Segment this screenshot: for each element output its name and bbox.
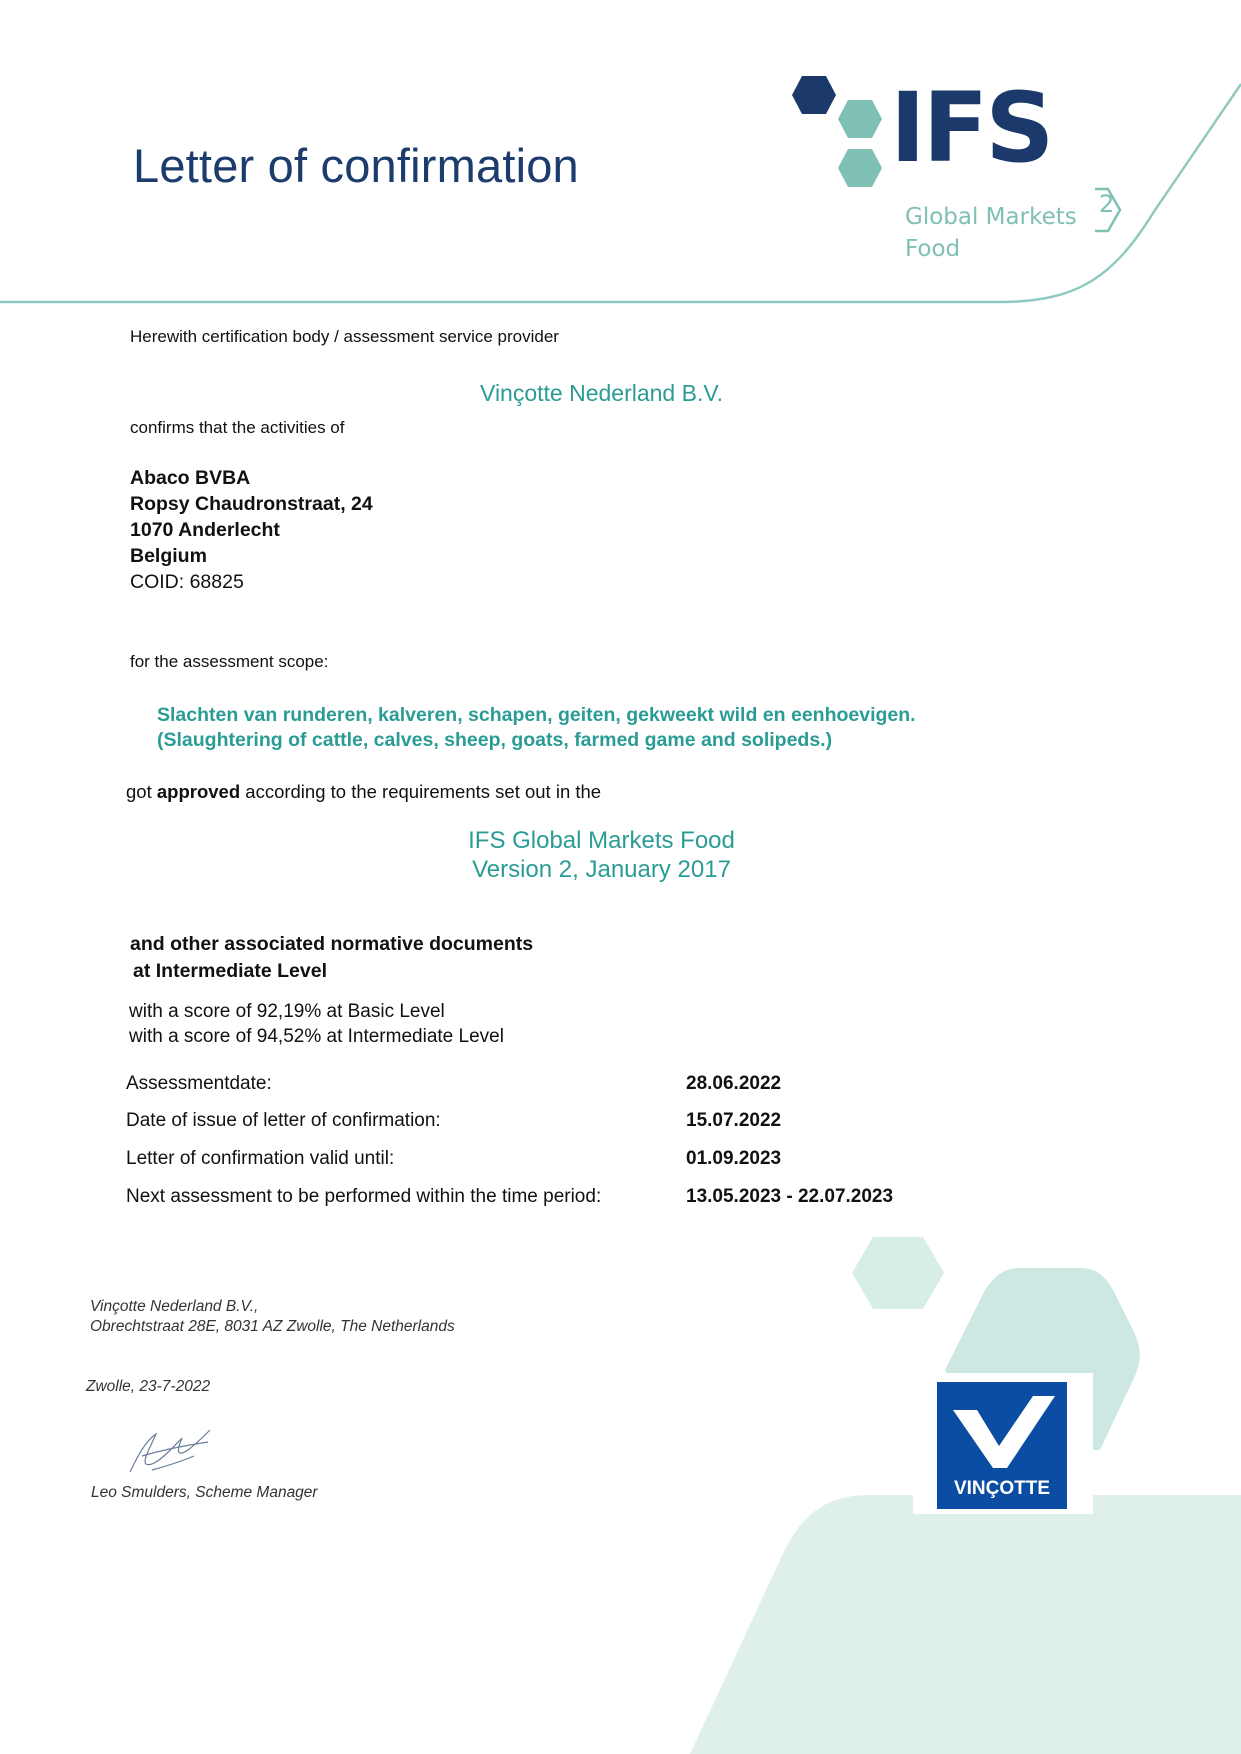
company-address xyxy=(130,465,373,595)
detail-label-issue-date: Date of issue of letter of confirmation: xyxy=(126,1110,441,1131)
approved-word: approved xyxy=(156,781,241,802)
approved-statement xyxy=(126,781,601,803)
ifs-brand-text: IFS xyxy=(890,72,1052,184)
standard-name xyxy=(0,826,1203,884)
certification-body-name: Vinçotte Nederland B.V. xyxy=(480,380,723,406)
signatory: Leo Smulders, Scheme Manager xyxy=(91,1484,318,1501)
assessment-scope xyxy=(157,703,916,753)
page-title: Letter of confirmation xyxy=(133,139,579,192)
company-country: Belgium xyxy=(130,545,207,567)
detail-label-assessment-date: Assessmentdate: xyxy=(126,1073,272,1094)
vincotte-logo xyxy=(913,1373,1093,1514)
scope-dutch: Slachten van runderen, kalveren, schapen, geiten, gekweekt wild en eenhoevigen. xyxy=(157,704,916,726)
detail-value-next-assessment: 13.05.2023 - 22.07.2023 xyxy=(686,1186,894,1207)
scope-intro: for the assessment scope: xyxy=(130,652,329,671)
detail-label-next-assessment: Next assessment to be performed within the time period: xyxy=(126,1186,602,1207)
approved-prefix: got xyxy=(126,781,157,802)
ifs-logo-line1: Global Markets xyxy=(905,204,1077,230)
normative-line1: and other associated normative documents xyxy=(130,933,534,955)
score-intermediate: with a score of 94,52% at Intermediate Level xyxy=(129,1026,504,1047)
checkmark-icon xyxy=(937,1382,1067,1482)
company-coid: COID: 68825 xyxy=(130,571,244,593)
score-basic: with a score of 92,19% at Basic Level xyxy=(129,1001,445,1022)
scores xyxy=(129,999,504,1049)
footer-address: Obrechtstraat 28E, 8031 AZ Zwolle, The Netherlands xyxy=(90,1318,455,1335)
scope-english: (Slaughtering of cattle, calves, sheep, goats, farmed game and solipeds.) xyxy=(157,729,833,751)
footer-company: Vinçotte Nederland B.V., xyxy=(90,1298,259,1315)
approved-suffix: according to the requirements set out in the xyxy=(240,781,602,802)
signature-icon xyxy=(122,1420,217,1480)
detail-label-valid-until: Letter of confirmation valid until: xyxy=(126,1148,395,1169)
confirms-text: confirms that the activities of xyxy=(130,418,345,437)
standard-version: Version 2, January 2017 xyxy=(472,856,731,883)
company-city: 1070 Anderlecht xyxy=(130,519,280,541)
ifs-version-badge: 2 xyxy=(1099,190,1115,218)
detail-value-assessment-date: 28.06.2022 xyxy=(686,1073,782,1094)
standard-title: IFS Global Markets Food xyxy=(468,827,735,854)
detail-value-issue-date: 15.07.2022 xyxy=(686,1110,782,1131)
intro-text: Herewith certification body / assessment service provider xyxy=(130,327,559,346)
ifs-logo xyxy=(790,72,1135,271)
detail-value-valid-until: 01.09.2023 xyxy=(686,1148,782,1169)
footer-place-date: Zwolle, 23-7-2022 xyxy=(86,1378,211,1395)
company-name: Abaco BVBA xyxy=(130,467,251,489)
company-street: Ropsy Chaudronstraat, 24 xyxy=(130,493,373,515)
normative-documents xyxy=(130,931,533,985)
ifs-logo-line2: Food xyxy=(905,236,961,262)
normative-line2: at Intermediate Level xyxy=(133,960,327,982)
vincotte-logo-text: VINÇOTTE xyxy=(953,1478,1051,1499)
